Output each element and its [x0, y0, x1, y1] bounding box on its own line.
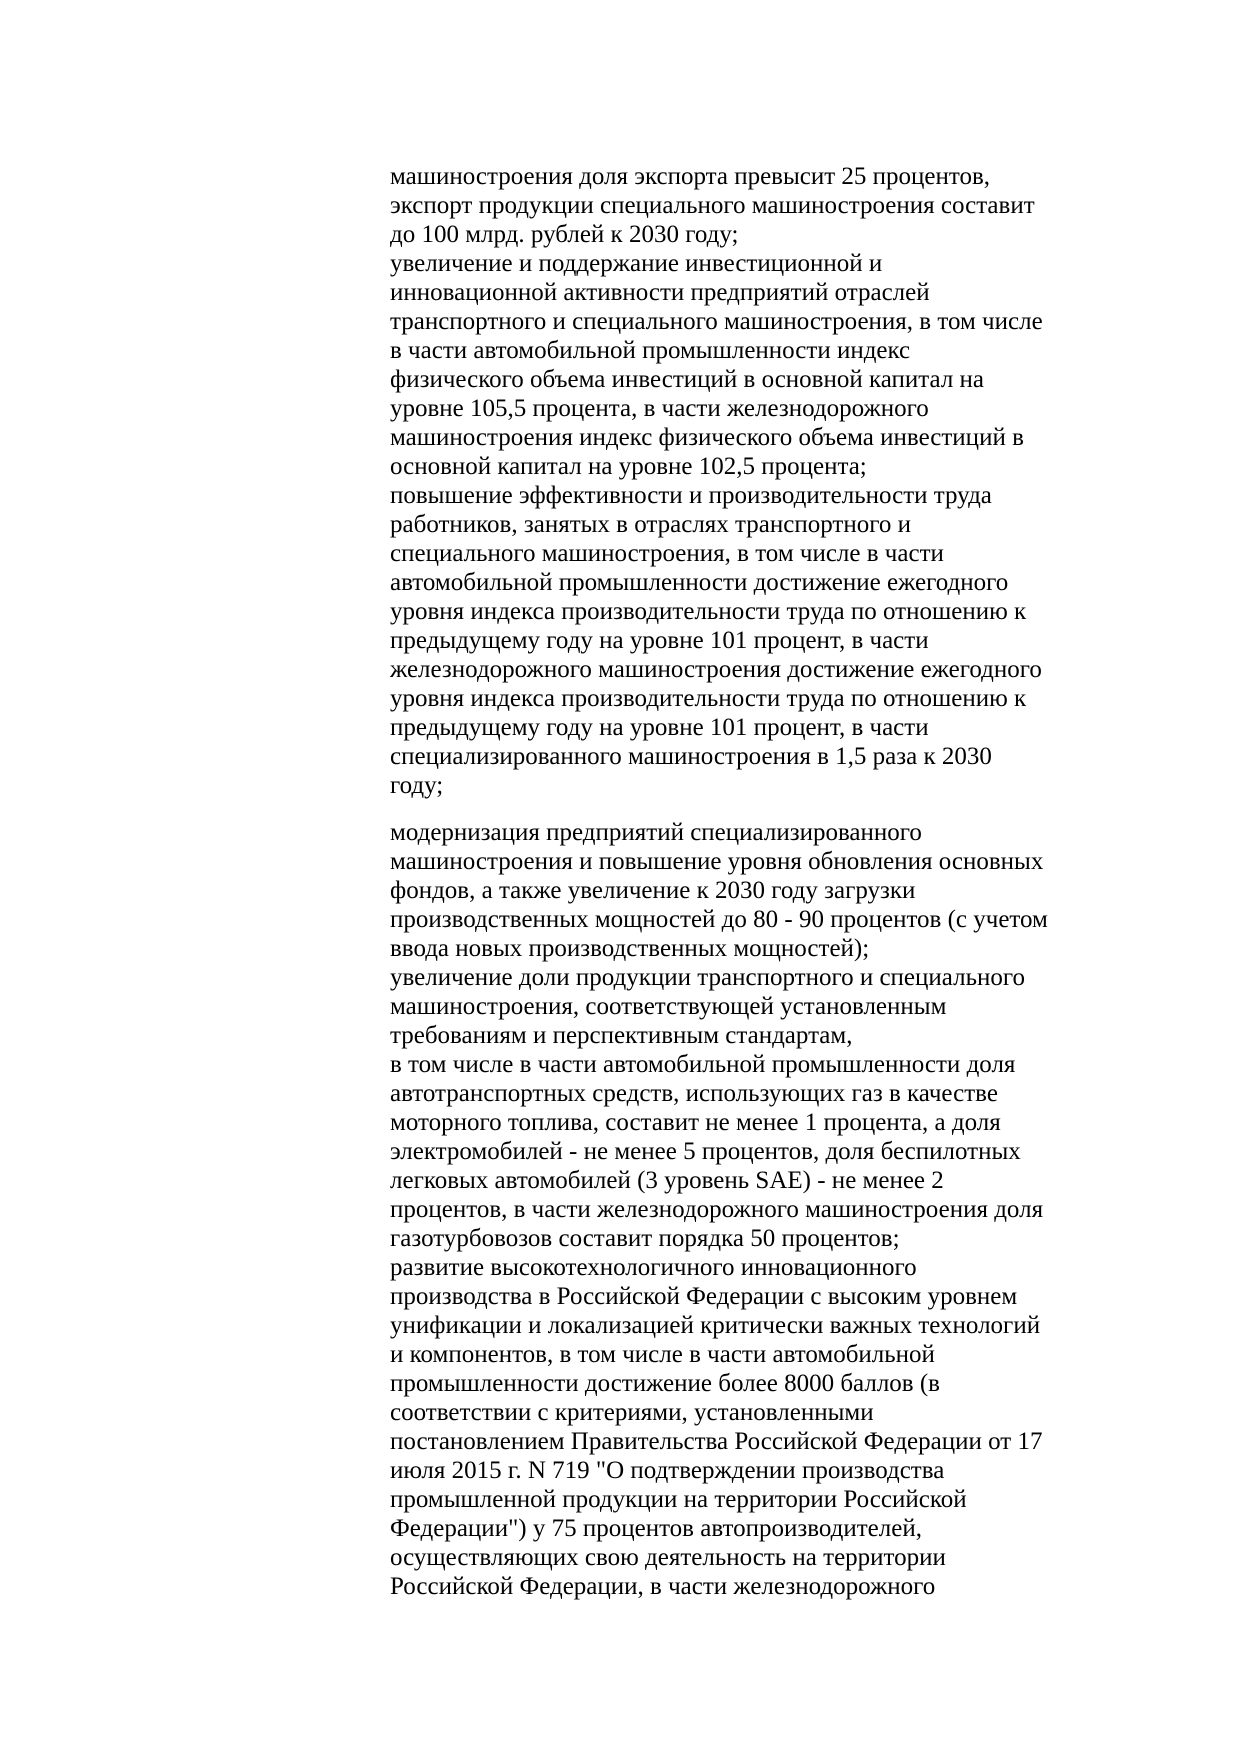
text-block-1	[390, 162, 1070, 800]
text-line: увеличение доли продукции транспортного и специального	[390, 964, 1025, 991]
text-line: электромобилей - не менее 5 процентов, доля беспилотных	[390, 1138, 1021, 1165]
text-line: физического объема инвестиций в основной капитал на	[390, 366, 985, 393]
text-block-2	[390, 818, 1070, 1601]
text-line: производства в Российской Федерации с высоким уровнем	[390, 1283, 1018, 1310]
text-line: машиностроения, соответствующей установленным	[390, 993, 947, 1020]
text-line: требованиям и перспективным стандартам,	[390, 1022, 853, 1049]
text-line: моторного топлива, составит не менее 1 процента, а доля	[390, 1109, 1001, 1136]
text-line: до 100 млрд. рублей к 2030 году;	[390, 221, 739, 248]
text-line: в том числе в части автомобильной промышленности доля	[390, 1051, 1016, 1078]
text-line: специализированного машиностроения в 1,5 раза к 2030	[390, 743, 992, 770]
text-line: году;	[390, 772, 444, 799]
text-line: легковых автомобилей (3 уровень SAE) - не менее 2	[390, 1167, 944, 1194]
text-line: предыдущему году на уровне 101 процент, в части	[390, 714, 929, 741]
text-line: июля 2015 г. N 719 "О подтверждении производства	[390, 1457, 945, 1484]
text-line: и компонентов, в том числе в части автомобильной	[390, 1341, 935, 1368]
text-line: машиностроения индекс физического объема инвестиций в	[390, 424, 1024, 451]
text-line: промышленной продукции на территории Российской	[390, 1486, 967, 1513]
text-line: Федерации") у 75 процентов автопроизводителей,	[390, 1515, 922, 1542]
text-line: уровне 105,5 процента, в части железнодорожного	[390, 395, 929, 422]
text-line: соответствии с критериями, установленными	[390, 1399, 874, 1426]
text-line: машиностроения и повышение уровня обновления основных	[390, 848, 1044, 875]
text-line: развитие высокотехнологичного инновационного	[390, 1254, 917, 1281]
text-line: фондов, а также увеличение к 2030 году загрузки	[390, 877, 916, 904]
text-line: предыдущему году на уровне 101 процент, в части	[390, 627, 929, 654]
text-line: осуществляющих свою деятельность на территории	[390, 1544, 946, 1571]
text-line: уровня индекса производительности труда по отношению к	[390, 685, 1027, 712]
text-line: в части автомобильной промышленности индекс	[390, 337, 911, 364]
text-line: основной капитал на уровне 102,5 процента;	[390, 453, 867, 480]
text-line: автотранспортных средств, использующих газ в качестве	[390, 1080, 998, 1107]
text-line: автомобильной промышленности достижение ежегодного	[390, 569, 1009, 596]
text-line: транспортного и специального машиностроения, в том числе	[390, 308, 1043, 335]
text-line: повышение эффективности и производительности труда	[390, 482, 992, 509]
text-line: уровня индекса производительности труда по отношению к	[390, 598, 1027, 625]
text-line: ввода новых производственных мощностей);	[390, 935, 870, 962]
text-line: модернизация предприятий специализированного	[390, 819, 922, 846]
text-line: производственных мощностей до 80 - 90 процентов (с учетом	[390, 906, 1048, 933]
text-line: процентов, в части железнодорожного машиностроения доля	[390, 1196, 1044, 1223]
text-line: газотурбовозов составит порядка 50 процентов;	[390, 1225, 900, 1252]
text-line: инновационной активности предприятий отраслей	[390, 279, 930, 306]
text-line: железнодорожного машиностроения достижение ежегодного	[390, 656, 1042, 683]
text-line: работников, занятых в отраслях транспортного и	[390, 511, 911, 538]
text-line: постановлением Правительства Российской Федерации от 17	[390, 1428, 1043, 1455]
text-line: экспорт продукции специального машиностроения составит	[390, 192, 1035, 219]
text-line: Российской Федерации, в части железнодорожного	[390, 1573, 936, 1600]
text-line: увеличение и поддержание инвестиционной и	[390, 250, 883, 277]
text-line: специального машиностроения, в том числе в части	[390, 540, 944, 567]
text-line: машиностроения доля экспорта превысит 25 процентов,	[390, 163, 991, 190]
text-line: промышленности достижение более 8000 баллов (в	[390, 1370, 940, 1397]
text-line: унификации и локализацией критически важных технологий	[390, 1312, 1041, 1339]
